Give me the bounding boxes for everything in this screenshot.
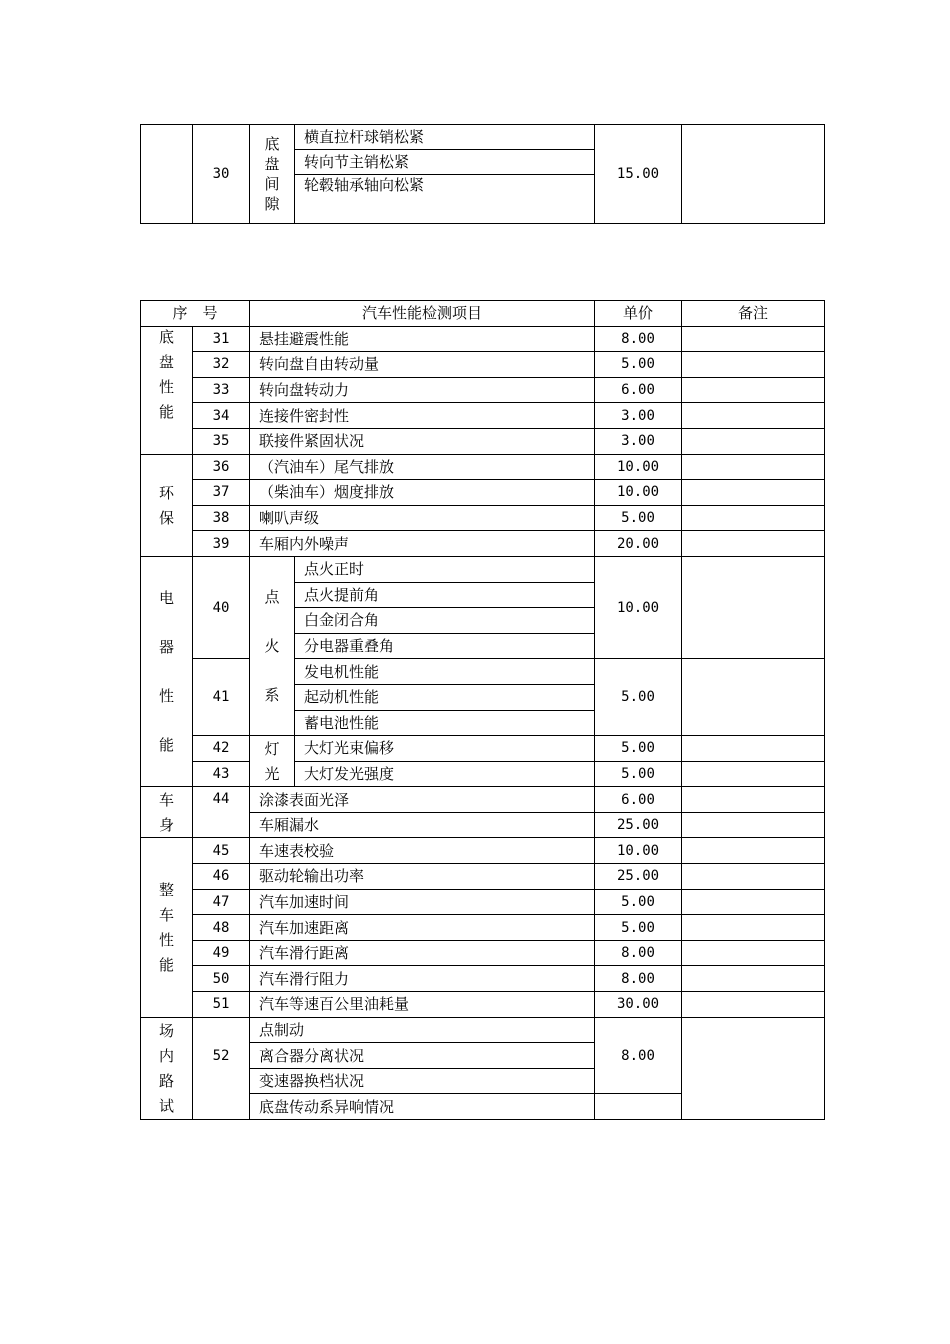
- table-row: [141, 940, 825, 966]
- price-cell: 15.00: [595, 125, 682, 224]
- group-cell-empty: [141, 125, 193, 224]
- note-cell: [682, 480, 825, 506]
- inspection-table-continued: [140, 124, 825, 224]
- table-row: [141, 326, 825, 352]
- note-cell: [682, 992, 825, 1018]
- group-label-road-test: 场 内 路 试: [141, 1017, 193, 1119]
- price-cell: 8.00: [595, 326, 682, 352]
- group-label-body: 车 身: [141, 787, 193, 838]
- group-label-vehicle: 整 车 性 能: [141, 838, 193, 1017]
- seq-cell: 32: [193, 352, 250, 378]
- item-cell: 转向盘自由转动量: [250, 352, 595, 378]
- seq-cell: 45: [193, 838, 250, 864]
- item-cell: 喇叭声级: [250, 505, 595, 531]
- seq-cell: 48: [193, 915, 250, 941]
- sub-label-ignition: 点 火 系: [250, 556, 295, 735]
- price-cell: 8.00: [595, 940, 682, 966]
- item-cell: 汽车等速百公里油耗量: [250, 992, 595, 1018]
- price-cell: 10.00: [595, 454, 682, 480]
- table-row: [141, 889, 825, 915]
- group-label-chassis-clearance: 底 盘 间 隙: [250, 125, 295, 224]
- seq-cell: 46: [193, 864, 250, 890]
- table-row: [141, 1017, 825, 1043]
- note-cell: [682, 787, 825, 813]
- header-seq: 序 号: [141, 301, 250, 327]
- note-cell: [682, 428, 825, 454]
- item-cell: 汽车加速时间: [250, 889, 595, 915]
- item-cell: 转向盘转动力: [250, 377, 595, 403]
- table-row: [141, 125, 825, 150]
- table-row: [141, 352, 825, 378]
- price-cell: 3.00: [595, 428, 682, 454]
- price-cell: 5.00: [595, 352, 682, 378]
- note-cell: [682, 966, 825, 992]
- table-row: [141, 966, 825, 992]
- group-label-electrical: 电 器 性 能: [141, 556, 193, 786]
- item-cell: 变速器换档状况: [250, 1068, 595, 1094]
- seq-cell: 49: [193, 940, 250, 966]
- price-cell: 5.00: [595, 659, 682, 736]
- price-cell: 5.00: [595, 915, 682, 941]
- note-cell: [682, 915, 825, 941]
- price-cell: 5.00: [595, 736, 682, 762]
- note-cell: [682, 761, 825, 787]
- table-row: [141, 428, 825, 454]
- note-cell: [682, 736, 825, 762]
- item-cell: 驱动轮输出功率: [250, 864, 595, 890]
- item-cell: 白金闭合角: [295, 608, 595, 634]
- note-cell: [682, 889, 825, 915]
- item-cell: 横直拉杆球销松紧: [295, 125, 595, 150]
- seq-cell: 40: [193, 556, 250, 658]
- table-row: [141, 864, 825, 890]
- seq-cell: 36: [193, 454, 250, 480]
- price-cell: 5.00: [595, 761, 682, 787]
- note-cell: [682, 531, 825, 557]
- note-cell: [682, 403, 825, 429]
- table-row: [141, 531, 825, 557]
- seq-cell: 52: [193, 1017, 250, 1119]
- item-cell: 车厢内外噪声: [250, 531, 595, 557]
- item-cell: 点制动: [250, 1017, 595, 1043]
- item-cell: 大灯发光强度: [295, 761, 595, 787]
- seq-cell: 50: [193, 966, 250, 992]
- note-cell: [682, 505, 825, 531]
- table-row: [141, 403, 825, 429]
- item-cell: 大灯光束偏移: [295, 736, 595, 762]
- price-cell: 20.00: [595, 531, 682, 557]
- price-cell: 6.00: [595, 787, 682, 813]
- item-cell: 汽车滑行距离: [250, 940, 595, 966]
- seq-cell: 34: [193, 403, 250, 429]
- item-cell: 发电机性能: [295, 659, 595, 685]
- price-cell: 25.00: [595, 812, 682, 838]
- table-row: [141, 659, 825, 685]
- price-cell: 10.00: [595, 556, 682, 658]
- item-cell: 轮毂轴承轴向松紧: [295, 175, 595, 224]
- item-cell: 离合器分离状况: [250, 1043, 595, 1069]
- price-cell: 25.00: [595, 864, 682, 890]
- price-cell: 3.00: [595, 403, 682, 429]
- seq-cell: 38: [193, 505, 250, 531]
- note-cell: [682, 812, 825, 838]
- price-cell: 8.00: [595, 1017, 682, 1094]
- header-note: 备注: [682, 301, 825, 327]
- price-cell: 10.00: [595, 838, 682, 864]
- item-cell: 转向节主销松紧: [295, 150, 595, 175]
- item-cell: 联接件紧固状况: [250, 428, 595, 454]
- seq-cell: 44: [193, 787, 250, 838]
- price-cell: 30.00: [595, 992, 682, 1018]
- price-cell: 8.00: [595, 966, 682, 992]
- table-row: [141, 505, 825, 531]
- note-cell: [682, 556, 825, 658]
- item-cell: （汽油车）尾气排放: [250, 454, 595, 480]
- note-cell: [682, 1017, 825, 1119]
- inspection-price-table: [140, 300, 825, 1120]
- price-cell: 5.00: [595, 505, 682, 531]
- table-row: [141, 736, 825, 762]
- item-cell: 连接件密封性: [250, 403, 595, 429]
- price-cell: 10.00: [595, 480, 682, 506]
- note-cell: [682, 352, 825, 378]
- table-row: [141, 838, 825, 864]
- seq-cell: 42: [193, 736, 250, 762]
- table-row: [141, 915, 825, 941]
- seq-cell: 37: [193, 480, 250, 506]
- price-cell-empty: [595, 1094, 682, 1120]
- seq-cell: 39: [193, 531, 250, 557]
- price-cell: 6.00: [595, 377, 682, 403]
- seq-cell: 43: [193, 761, 250, 787]
- item-cell: 涂漆表面光泽: [250, 787, 595, 813]
- item-cell: 分电器重叠角: [295, 633, 595, 659]
- table-row: [141, 556, 825, 582]
- table-row: [141, 480, 825, 506]
- note-cell: [682, 377, 825, 403]
- seq-cell: 47: [193, 889, 250, 915]
- table-header-row: [141, 301, 825, 327]
- item-cell: 汽车加速距离: [250, 915, 595, 941]
- note-cell: [682, 326, 825, 352]
- item-cell: 点火提前角: [295, 582, 595, 608]
- seq-cell: 33: [193, 377, 250, 403]
- price-cell: 5.00: [595, 889, 682, 915]
- table-row: [141, 787, 825, 813]
- header-item: 汽车性能检测项目: [250, 301, 595, 327]
- note-cell: [682, 838, 825, 864]
- table-row: [141, 377, 825, 403]
- group-label-chassis: 底 盘 性 能: [141, 326, 193, 454]
- seq-cell: 30: [193, 125, 250, 224]
- item-cell: 点火正时: [295, 556, 595, 582]
- note-cell: [682, 125, 825, 224]
- table-row: [141, 761, 825, 787]
- sub-label-light: 灯 光: [250, 736, 295, 787]
- item-cell: 起动机性能: [295, 684, 595, 710]
- seq-cell: 41: [193, 659, 250, 736]
- seq-cell: 35: [193, 428, 250, 454]
- note-cell: [682, 659, 825, 736]
- item-cell: 车厢漏水: [250, 812, 595, 838]
- item-cell: （柴油车）烟度排放: [250, 480, 595, 506]
- header-price: 单价: [595, 301, 682, 327]
- seq-cell: 51: [193, 992, 250, 1018]
- item-cell: 汽车滑行阻力: [250, 966, 595, 992]
- table-row: [141, 992, 825, 1018]
- item-cell: 蓄电池性能: [295, 710, 595, 736]
- note-cell: [682, 454, 825, 480]
- item-cell: 车速表校验: [250, 838, 595, 864]
- table-row: [141, 454, 825, 480]
- note-cell: [682, 864, 825, 890]
- group-label-environment: 环 保: [141, 454, 193, 556]
- item-cell: 底盘传动系异响情况: [250, 1094, 595, 1120]
- item-cell: 悬挂避震性能: [250, 326, 595, 352]
- seq-cell: 31: [193, 326, 250, 352]
- note-cell: [682, 940, 825, 966]
